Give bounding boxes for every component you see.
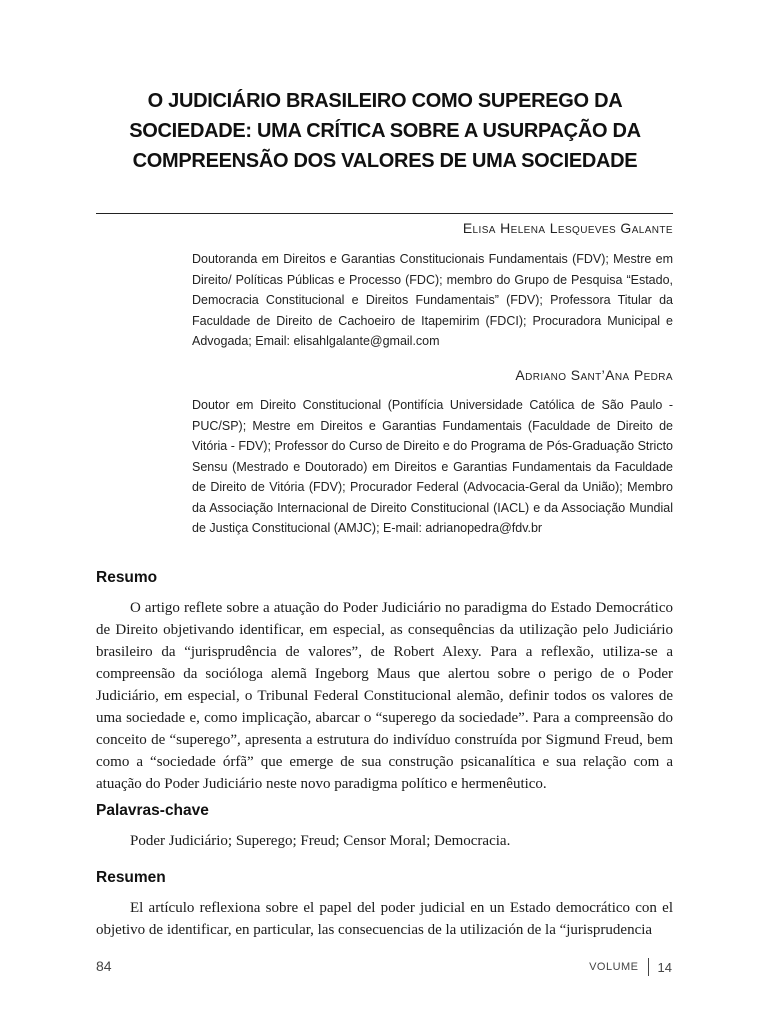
resumen-heading: Resumen [96, 869, 166, 886]
palavras-chave-heading: Palavras-chave [96, 802, 209, 819]
article-title [96, 86, 674, 176]
volume-number: 14 [657, 959, 672, 975]
resumo-text: O artigo reflete sobre a atuação do Poder Judiciário no paradigma do Estado Democrático de Direito objetivando identificar, em especial, as consequências da utilização pelo Judiciário brasileiro da “jurisprudência de valores”, de Robert Alexy. Para a reflexão, utiliza-se a compreensão da socióloga alemã Ingeborg Maus que alertou sobre o perigo de o Poder Judiciário, em especial, o Tribunal Federal Constitucional alemão, definir todos os valores de uma sociedade e, como implicação, abarcar o “superego da sociedade”. Para a compreensão do conceito de “superego”, apresenta a estrutura do indivíduo construída por Sigmund Freud, bem como a “sociedade órfã” que emerge de sua construção psicanalítica e sua relação com a atuação do Poder Judiciário neste novo paradigma político e hermenêutico. [96, 600, 673, 792]
resumo-heading: Resumo [96, 569, 158, 586]
resumen-text: El artículo reflexiona sobre el papel del poder judicial en un Estado democrático con el objetivo de identificar, en particular, las consecuencias de la utilización de la “jurisprudencia [96, 900, 673, 938]
author-affiliation-1: Doutoranda em Direitos e Garantias Constitucionais Fundamentais (FDV); Mestre em Direito/ Políticas Públicas e Processo (FDC); membro do Grupo de Pesquisa “Estado, Democracia Constitucional e Direitos Fundamentais” (FDV); Professora Titular da Faculdade de Direito de Cachoeiro de Itapemirim (FDCI); Procuradora Municipal e Advogada; Email: elisahlgalante@gmail.com [192, 252, 673, 348]
volume-label: VOLUME [589, 961, 639, 973]
volume-info [589, 958, 672, 976]
title-line-1: O JUDICIÁRIO BRASILEIRO COMO SUPEREGO DA [147, 90, 623, 112]
palavras-chave-text: Poder Judiciário; Superego; Freud; Censor Moral; Democracia. [130, 833, 511, 849]
page-number: 84 [96, 958, 112, 974]
title-line-2: SOCIEDADE: UMA CRÍTICA SOBRE A USURPAÇÃO DA [129, 120, 641, 142]
author-affiliation-2: Doutor em Direito Constitucional (Pontifícia Universidade Católica de São Paulo - PUC/SP); Mestre em Direitos e Garantias Fundamentais (Faculdade de Direito de Vitória - FDV); Professor do Curso de Direito e do Programa de Pós-Graduação Stricto Sensu (Mestrado e Doutorado) em Direitos e Garantias Fundamentais da Faculdade de Direito de Vitória (FDV); Procurador Federal (Advocacia-Geral da União); Membro da Associação Internacional de Direito Constitucional (IACL) e da Associação Mundial de Justiça Constitucional (AMJC); E-mail: adrianopedra@fdv.br [192, 398, 673, 535]
title-line-3: COMPREENSÃO DOS VALORES DE UMA SOCIEDADE [132, 150, 638, 172]
title-divider [96, 213, 673, 214]
volume-separator [648, 958, 649, 976]
author-name-1: Elisa Helena Lesqueves Galante [462, 220, 673, 236]
author-name-2: Adriano Sant’Ana Pedra [515, 367, 673, 383]
